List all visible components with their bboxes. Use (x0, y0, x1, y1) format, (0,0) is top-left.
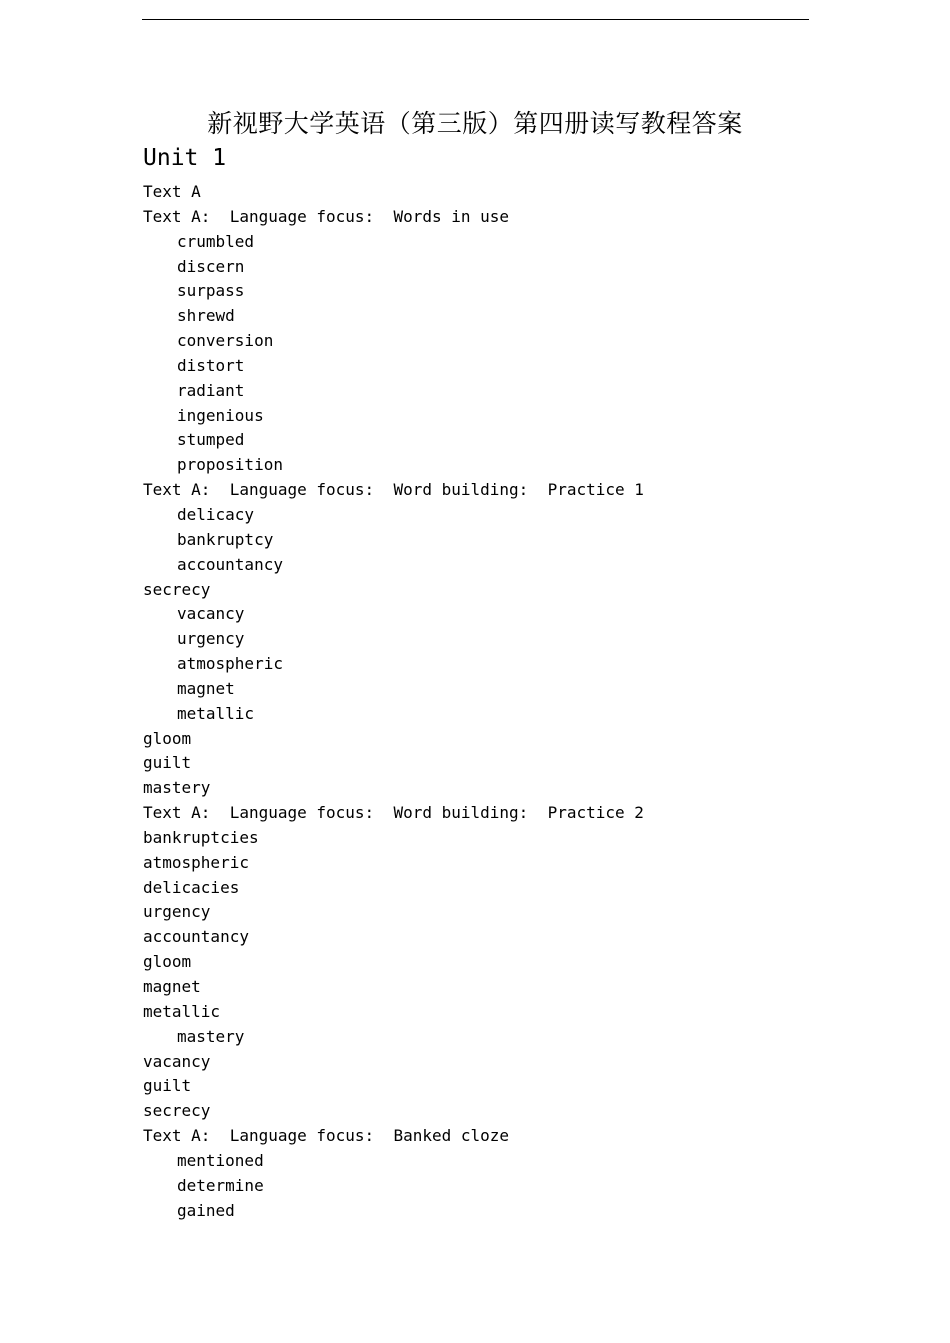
answer-word: conversion (177, 331, 274, 351)
answer-word: gloom (143, 952, 192, 972)
answer-word: distort (177, 355, 245, 375)
answer-word: magnet (143, 977, 201, 996)
answer-word: discern (177, 256, 245, 276)
answer-word: bankruptcy (177, 529, 274, 549)
answer-word: crumbled (177, 231, 255, 251)
unit-heading: Unit 1 (143, 145, 227, 171)
answer-word: mastery (143, 778, 211, 798)
answer-word: gloom (143, 728, 192, 748)
answer-word: stumped (177, 430, 245, 450)
answer-word: atmospheric (143, 852, 249, 872)
answer-word: secrecy (143, 1101, 211, 1121)
answer-word: guilt (143, 753, 192, 773)
answer-word: metallic (177, 703, 255, 723)
header-rule (142, 19, 809, 20)
answer-word: delicacy (177, 504, 255, 524)
section-heading: Text A: Language focus: Word building: Practice 1 (143, 480, 644, 500)
answer-word: mastery (177, 1026, 245, 1046)
section-heading: Text A: Language focus: Words in use (143, 206, 510, 226)
document-title: 新视野大学英语（第三版）第四册读写教程答案 (207, 109, 743, 138)
answer-word: urgency (143, 902, 211, 922)
answer-word: vacancy (143, 1051, 211, 1071)
answer-word: metallic (143, 1001, 221, 1021)
section-heading: Text A: Language focus: Word building: Practice 2 (143, 803, 644, 823)
answer-word: shrewd (177, 306, 235, 326)
answer-word: surpass (177, 281, 245, 301)
answer-word: determine (177, 1175, 264, 1195)
answer-word: bankruptcies (143, 827, 259, 847)
answer-word: magnet (177, 678, 235, 698)
answer-word: atmospheric (177, 654, 283, 674)
answer-list (143, 180, 644, 1223)
answer-word: mentioned (177, 1150, 264, 1170)
answer-word: delicacies (143, 877, 240, 897)
answer-word: secrecy (143, 579, 211, 599)
answer-word: accountancy (143, 927, 249, 947)
answer-word: ingenious (177, 405, 264, 425)
section-heading: Text A: Language focus: Banked cloze (143, 1126, 510, 1146)
answer-word: proposition (177, 455, 283, 475)
section-heading: Text A (143, 182, 201, 201)
answer-word: guilt (143, 1076, 192, 1096)
answer-word: radiant (177, 380, 245, 400)
answer-word: vacancy (177, 604, 245, 624)
answer-word: urgency (177, 629, 245, 649)
answer-word: accountancy (177, 554, 283, 574)
answer-word: gained (177, 1200, 235, 1220)
